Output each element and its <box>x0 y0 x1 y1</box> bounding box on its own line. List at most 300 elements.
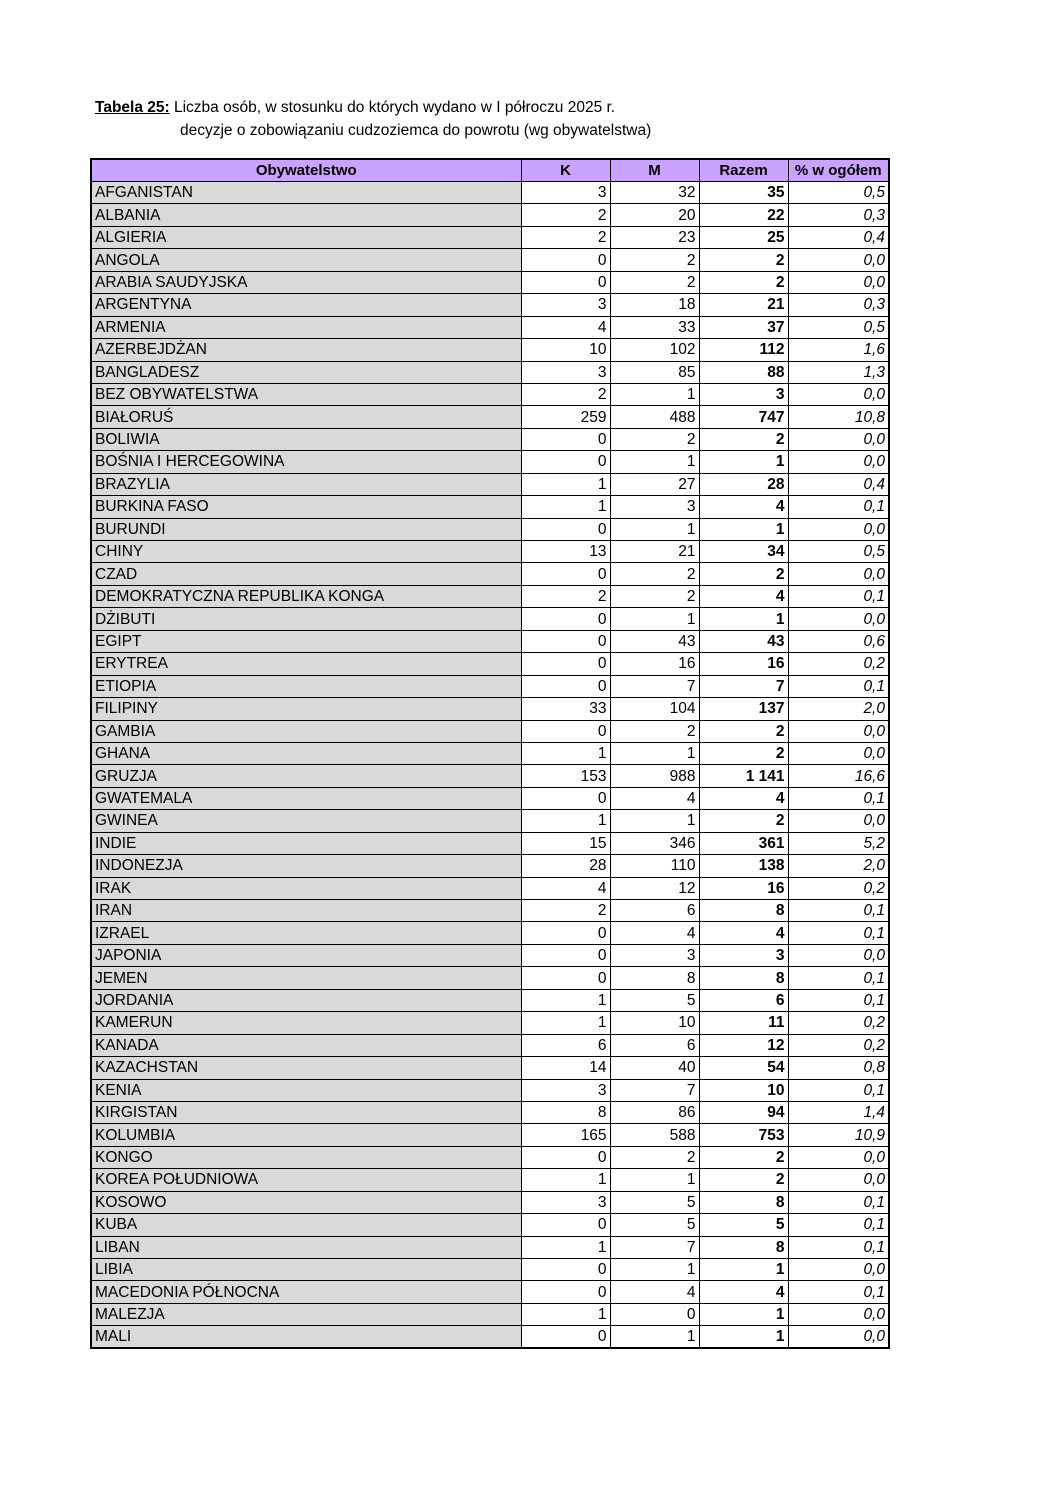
cell-women: 10 <box>521 339 610 361</box>
cell-percent: 0,1 <box>788 1191 889 1213</box>
cell-citizenship: LIBIA <box>91 1259 521 1281</box>
cell-total: 22 <box>699 204 788 226</box>
cell-percent: 0,1 <box>788 1214 889 1236</box>
cell-women: 0 <box>521 563 610 585</box>
cell-women: 2 <box>521 900 610 922</box>
table-row <box>91 428 889 450</box>
cell-percent: 0,0 <box>788 1303 889 1325</box>
cell-women: 1 <box>521 1303 610 1325</box>
cell-citizenship: KOREA POŁUDNIOWA <box>91 1169 521 1191</box>
cell-citizenship: BOLIWIA <box>91 428 521 450</box>
cell-percent: 0,1 <box>788 787 889 809</box>
cell-percent: 0,0 <box>788 451 889 473</box>
cell-citizenship: DEMOKRATYCZNA REPUBLIKA KONGA <box>91 585 521 607</box>
cell-total: 2 <box>699 1169 788 1191</box>
cell-citizenship: MALI <box>91 1326 521 1349</box>
cell-men: 988 <box>610 765 699 787</box>
cell-citizenship: AFGANISTAN <box>91 182 521 204</box>
cell-women: 0 <box>521 630 610 652</box>
cell-total: 25 <box>699 226 788 248</box>
cell-total: 54 <box>699 1057 788 1079</box>
table-row <box>91 1012 889 1034</box>
cell-total: 43 <box>699 630 788 652</box>
cell-percent: 0,1 <box>788 1236 889 1258</box>
cell-women: 1 <box>521 1236 610 1258</box>
table-row <box>91 810 889 832</box>
cell-women: 28 <box>521 855 610 877</box>
cell-total: 137 <box>699 698 788 720</box>
cell-citizenship: CHINY <box>91 541 521 563</box>
cell-women: 0 <box>521 944 610 966</box>
cell-men: 8 <box>610 967 699 989</box>
cell-women: 0 <box>521 1214 610 1236</box>
table-row <box>91 787 889 809</box>
cell-men: 588 <box>610 1124 699 1146</box>
table-row <box>91 608 889 630</box>
cell-men: 2 <box>610 428 699 450</box>
cell-citizenship: MACEDONIA PÓŁNOCNA <box>91 1281 521 1303</box>
cell-citizenship: DŻIBUTI <box>91 608 521 630</box>
cell-women: 3 <box>521 294 610 316</box>
cell-percent: 0,6 <box>788 630 889 652</box>
cell-total: 1 <box>699 1303 788 1325</box>
cell-percent: 0,0 <box>788 271 889 293</box>
cell-men: 3 <box>610 944 699 966</box>
cell-women: 2 <box>521 383 610 405</box>
cell-citizenship: IRAK <box>91 877 521 899</box>
cell-citizenship: MALEZJA <box>91 1303 521 1325</box>
table-row <box>91 720 889 742</box>
cell-men: 2 <box>610 720 699 742</box>
cell-total: 8 <box>699 1236 788 1258</box>
cell-total: 10 <box>699 1079 788 1101</box>
table-row <box>91 675 889 697</box>
table-row <box>91 585 889 607</box>
table-row <box>91 877 889 899</box>
cell-total: 2 <box>699 810 788 832</box>
cell-percent: 0,8 <box>788 1057 889 1079</box>
cell-citizenship: ARGENTYNA <box>91 294 521 316</box>
table-caption <box>95 96 651 142</box>
cell-men: 2 <box>610 271 699 293</box>
cell-total: 3 <box>699 383 788 405</box>
table-row <box>91 1259 889 1281</box>
cell-citizenship: JAPONIA <box>91 944 521 966</box>
cell-citizenship: GWINEA <box>91 810 521 832</box>
cell-men: 6 <box>610 1034 699 1056</box>
table-row <box>91 989 889 1011</box>
cell-total: 753 <box>699 1124 788 1146</box>
table-row <box>91 1214 889 1236</box>
citizenship-table <box>90 158 890 1349</box>
table-row <box>91 473 889 495</box>
cell-total: 4 <box>699 496 788 518</box>
table-row <box>91 698 889 720</box>
cell-citizenship: BURUNDI <box>91 518 521 540</box>
cell-men: 5 <box>610 989 699 1011</box>
cell-percent: 0,0 <box>788 810 889 832</box>
cell-percent: 0,0 <box>788 608 889 630</box>
table-row <box>91 1169 889 1191</box>
cell-men: 1 <box>610 1326 699 1349</box>
cell-women: 1 <box>521 473 610 495</box>
cell-men: 7 <box>610 1236 699 1258</box>
table-row <box>91 922 889 944</box>
cell-total: 3 <box>699 944 788 966</box>
cell-men: 27 <box>610 473 699 495</box>
cell-percent: 5,2 <box>788 832 889 854</box>
cell-women: 0 <box>521 675 610 697</box>
cell-citizenship: GAMBIA <box>91 720 521 742</box>
cell-women: 3 <box>521 1079 610 1101</box>
cell-men: 2 <box>610 585 699 607</box>
cell-total: 2 <box>699 249 788 271</box>
table-row <box>91 1303 889 1325</box>
cell-total: 21 <box>699 294 788 316</box>
cell-percent: 0,0 <box>788 563 889 585</box>
cell-men: 1 <box>610 1169 699 1191</box>
table-row <box>91 451 889 473</box>
cell-men: 2 <box>610 249 699 271</box>
cell-men: 1 <box>610 742 699 764</box>
cell-total: 94 <box>699 1101 788 1123</box>
cell-women: 3 <box>521 182 610 204</box>
cell-total: 5 <box>699 1214 788 1236</box>
cell-total: 4 <box>699 1281 788 1303</box>
cell-men: 1 <box>610 810 699 832</box>
cell-percent: 0,1 <box>788 1079 889 1101</box>
table-row <box>91 383 889 405</box>
cell-total: 88 <box>699 361 788 383</box>
table-row <box>91 855 889 877</box>
cell-women: 0 <box>521 428 610 450</box>
cell-total: 8 <box>699 1191 788 1213</box>
table-row <box>91 900 889 922</box>
cell-women: 1 <box>521 496 610 518</box>
cell-men: 4 <box>610 1281 699 1303</box>
cell-percent: 1,6 <box>788 339 889 361</box>
table-row <box>91 1101 889 1123</box>
cell-percent: 0,2 <box>788 653 889 675</box>
cell-women: 0 <box>521 249 610 271</box>
table-row <box>91 944 889 966</box>
cell-total: 1 <box>699 608 788 630</box>
cell-women: 8 <box>521 1101 610 1123</box>
table-row <box>91 1281 889 1303</box>
header-total: Razem <box>699 159 788 182</box>
cell-citizenship: BRAZYLIA <box>91 473 521 495</box>
cell-percent: 2,0 <box>788 698 889 720</box>
cell-women: 0 <box>521 271 610 293</box>
cell-percent: 0,1 <box>788 1281 889 1303</box>
cell-women: 1 <box>521 1169 610 1191</box>
cell-men: 6 <box>610 900 699 922</box>
table-row <box>91 1124 889 1146</box>
cell-total: 7 <box>699 675 788 697</box>
cell-women: 1 <box>521 810 610 832</box>
cell-citizenship: CZAD <box>91 563 521 585</box>
table-row <box>91 765 889 787</box>
cell-percent: 0,0 <box>788 428 889 450</box>
cell-women: 0 <box>521 787 610 809</box>
cell-citizenship: BURKINA FASO <box>91 496 521 518</box>
cell-men: 10 <box>610 1012 699 1034</box>
cell-citizenship: BIAŁORUŚ <box>91 406 521 428</box>
cell-total: 12 <box>699 1034 788 1056</box>
cell-women: 0 <box>521 922 610 944</box>
cell-citizenship: INDIE <box>91 832 521 854</box>
table-header-row <box>91 159 889 182</box>
cell-men: 3 <box>610 496 699 518</box>
cell-men: 20 <box>610 204 699 226</box>
header-percent: % w ogółem <box>788 159 889 182</box>
table-row <box>91 541 889 563</box>
cell-citizenship: KIRGISTAN <box>91 1101 521 1123</box>
cell-women: 6 <box>521 1034 610 1056</box>
cell-total: 112 <box>699 339 788 361</box>
cell-total: 2 <box>699 271 788 293</box>
cell-percent: 0,1 <box>788 922 889 944</box>
cell-men: 21 <box>610 541 699 563</box>
cell-women: 3 <box>521 361 610 383</box>
cell-citizenship: KOLUMBIA <box>91 1124 521 1146</box>
cell-total: 1 <box>699 451 788 473</box>
cell-citizenship: ARABIA SAUDYJSKA <box>91 271 521 293</box>
cell-women: 0 <box>521 653 610 675</box>
cell-percent: 0,4 <box>788 473 889 495</box>
table-row <box>91 1057 889 1079</box>
cell-total: 2 <box>699 1146 788 1168</box>
cell-citizenship: ALGIERIA <box>91 226 521 248</box>
cell-total: 16 <box>699 877 788 899</box>
cell-women: 0 <box>521 1326 610 1349</box>
cell-percent: 0,5 <box>788 541 889 563</box>
cell-total: 6 <box>699 989 788 1011</box>
cell-citizenship: IZRAEL <box>91 922 521 944</box>
header-men: M <box>610 159 699 182</box>
cell-percent: 0,0 <box>788 249 889 271</box>
table-row <box>91 361 889 383</box>
cell-women: 2 <box>521 204 610 226</box>
cell-percent: 0,2 <box>788 1034 889 1056</box>
cell-total: 8 <box>699 900 788 922</box>
table-row <box>91 249 889 271</box>
table-row <box>91 653 889 675</box>
cell-citizenship: JORDANIA <box>91 989 521 1011</box>
cell-citizenship: ERYTREA <box>91 653 521 675</box>
cell-men: 2 <box>610 1146 699 1168</box>
cell-citizenship: FILIPINY <box>91 698 521 720</box>
cell-men: 16 <box>610 653 699 675</box>
cell-total: 4 <box>699 787 788 809</box>
cell-women: 1 <box>521 989 610 1011</box>
cell-women: 4 <box>521 877 610 899</box>
cell-men: 23 <box>610 226 699 248</box>
table-row <box>91 630 889 652</box>
cell-percent: 1,3 <box>788 361 889 383</box>
cell-total: 138 <box>699 855 788 877</box>
table-row <box>91 182 889 204</box>
cell-percent: 10,9 <box>788 1124 889 1146</box>
cell-citizenship: KAZACHSTAN <box>91 1057 521 1079</box>
cell-men: 7 <box>610 675 699 697</box>
cell-citizenship: ETIOPIA <box>91 675 521 697</box>
cell-men: 18 <box>610 294 699 316</box>
cell-women: 165 <box>521 1124 610 1146</box>
cell-total: 8 <box>699 967 788 989</box>
cell-citizenship: KONGO <box>91 1146 521 1168</box>
caption-title: Liczba osób, w stosunku do których wydano w I półroczu 2025 r. <box>169 99 616 116</box>
cell-total: 1 <box>699 518 788 540</box>
cell-men: 85 <box>610 361 699 383</box>
cell-percent: 0,0 <box>788 1326 889 1349</box>
cell-women: 14 <box>521 1057 610 1079</box>
table-row <box>91 967 889 989</box>
cell-women: 0 <box>521 1146 610 1168</box>
cell-percent: 0,1 <box>788 989 889 1011</box>
table-row <box>91 832 889 854</box>
table-row <box>91 226 889 248</box>
cell-men: 4 <box>610 787 699 809</box>
cell-women: 0 <box>521 608 610 630</box>
cell-women: 2 <box>521 226 610 248</box>
cell-men: 1 <box>610 383 699 405</box>
cell-total: 1 141 <box>699 765 788 787</box>
cell-men: 33 <box>610 316 699 338</box>
cell-men: 1 <box>610 1259 699 1281</box>
cell-men: 43 <box>610 630 699 652</box>
table-row <box>91 1236 889 1258</box>
cell-women: 1 <box>521 742 610 764</box>
cell-total: 16 <box>699 653 788 675</box>
cell-men: 7 <box>610 1079 699 1101</box>
caption-line-1 <box>95 96 651 119</box>
cell-percent: 2,0 <box>788 855 889 877</box>
cell-total: 747 <box>699 406 788 428</box>
cell-men: 5 <box>610 1214 699 1236</box>
cell-citizenship: JEMEN <box>91 967 521 989</box>
cell-percent: 0,1 <box>788 900 889 922</box>
table-row <box>91 1191 889 1213</box>
cell-citizenship: KANADA <box>91 1034 521 1056</box>
cell-percent: 0,2 <box>788 1012 889 1034</box>
cell-percent: 16,6 <box>788 765 889 787</box>
cell-citizenship: IRAN <box>91 900 521 922</box>
cell-percent: 1,4 <box>788 1101 889 1123</box>
cell-total: 2 <box>699 742 788 764</box>
cell-percent: 0,0 <box>788 1169 889 1191</box>
cell-women: 0 <box>521 1281 610 1303</box>
cell-women: 0 <box>521 518 610 540</box>
cell-women: 1 <box>521 1012 610 1034</box>
cell-percent: 0,0 <box>788 720 889 742</box>
cell-total: 37 <box>699 316 788 338</box>
cell-women: 153 <box>521 765 610 787</box>
cell-women: 0 <box>521 720 610 742</box>
cell-total: 2 <box>699 563 788 585</box>
cell-percent: 0,1 <box>788 675 889 697</box>
table-row <box>91 563 889 585</box>
cell-percent: 0,2 <box>788 877 889 899</box>
cell-percent: 0,5 <box>788 316 889 338</box>
cell-women: 4 <box>521 316 610 338</box>
cell-total: 11 <box>699 1012 788 1034</box>
cell-percent: 0,5 <box>788 182 889 204</box>
cell-total: 34 <box>699 541 788 563</box>
cell-percent: 0,3 <box>788 294 889 316</box>
cell-men: 1 <box>610 451 699 473</box>
cell-citizenship: BANGLADESZ <box>91 361 521 383</box>
cell-men: 5 <box>610 1191 699 1213</box>
cell-men: 32 <box>610 182 699 204</box>
cell-citizenship: GWATEMALA <box>91 787 521 809</box>
table-row <box>91 496 889 518</box>
cell-percent: 0,0 <box>788 518 889 540</box>
table-number-label: Tabela 25: <box>95 99 170 116</box>
cell-men: 12 <box>610 877 699 899</box>
cell-citizenship: KOSOWO <box>91 1191 521 1213</box>
cell-percent: 0,0 <box>788 383 889 405</box>
table-row <box>91 271 889 293</box>
cell-citizenship: LIBAN <box>91 1236 521 1258</box>
cell-women: 0 <box>521 1259 610 1281</box>
cell-citizenship: INDONEZJA <box>91 855 521 877</box>
cell-percent: 0,3 <box>788 204 889 226</box>
cell-women: 15 <box>521 832 610 854</box>
cell-men: 1 <box>610 518 699 540</box>
cell-men: 110 <box>610 855 699 877</box>
cell-total: 2 <box>699 428 788 450</box>
header-women: K <box>521 159 610 182</box>
cell-women: 33 <box>521 698 610 720</box>
cell-percent: 0,0 <box>788 1259 889 1281</box>
table-body <box>91 182 889 1349</box>
cell-total: 1 <box>699 1259 788 1281</box>
cell-citizenship: ANGOLA <box>91 249 521 271</box>
cell-total: 4 <box>699 922 788 944</box>
cell-men: 2 <box>610 563 699 585</box>
cell-men: 40 <box>610 1057 699 1079</box>
cell-women: 259 <box>521 406 610 428</box>
table-row <box>91 294 889 316</box>
cell-citizenship: BEZ OBYWATELSTWA <box>91 383 521 405</box>
cell-men: 346 <box>610 832 699 854</box>
header-citizenship: Obywatelstwo <box>91 159 521 182</box>
cell-percent: 10,8 <box>788 406 889 428</box>
table-row <box>91 1326 889 1349</box>
table-row <box>91 339 889 361</box>
cell-citizenship: ARMENIA <box>91 316 521 338</box>
cell-men: 86 <box>610 1101 699 1123</box>
cell-men: 0 <box>610 1303 699 1325</box>
table-row <box>91 1146 889 1168</box>
cell-women: 0 <box>521 967 610 989</box>
cell-percent: 0,1 <box>788 585 889 607</box>
cell-percent: 0,4 <box>788 226 889 248</box>
cell-percent: 0,0 <box>788 944 889 966</box>
cell-men: 102 <box>610 339 699 361</box>
cell-women: 13 <box>521 541 610 563</box>
cell-citizenship: KAMERUN <box>91 1012 521 1034</box>
cell-men: 4 <box>610 922 699 944</box>
cell-total: 4 <box>699 585 788 607</box>
cell-total: 361 <box>699 832 788 854</box>
cell-citizenship: ALBANIA <box>91 204 521 226</box>
cell-men: 488 <box>610 406 699 428</box>
table-row <box>91 1034 889 1056</box>
cell-citizenship: BOŚNIA I HERCEGOWINA <box>91 451 521 473</box>
cell-total: 2 <box>699 720 788 742</box>
